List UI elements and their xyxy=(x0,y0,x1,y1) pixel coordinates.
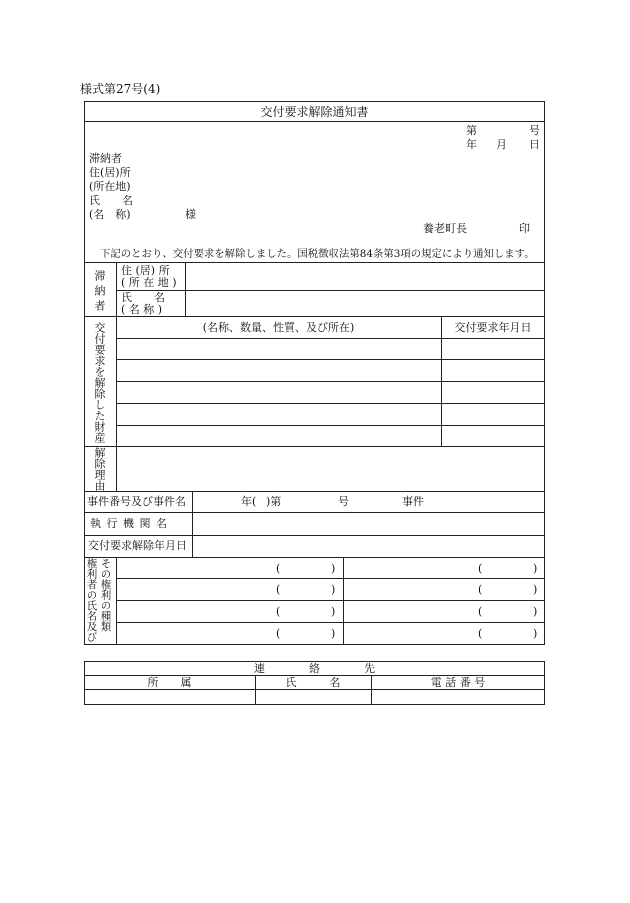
delinquent-mid xyxy=(116,290,545,291)
body-text: 下記のとおり、交付要求を解除しました。国税徴収法第84条第3項の規定により通知します。 xyxy=(100,248,535,260)
main-form xyxy=(84,101,545,645)
contact-dept: 所 属 xyxy=(147,676,192,689)
rights-paren-close: ) xyxy=(533,627,538,640)
left-label-col xyxy=(116,262,117,491)
rights-paren-open: ( xyxy=(478,627,483,640)
delinquent-label: 滞納者 xyxy=(93,270,106,315)
delinquent-name-label: 氏 名 xyxy=(121,291,165,304)
contact-name: 氏 名 xyxy=(285,676,341,689)
date-hi: 日 xyxy=(529,138,540,151)
rights-paren-open: ( xyxy=(276,605,281,618)
rights-paren-close: ) xyxy=(331,605,336,618)
property-row-line xyxy=(116,359,545,360)
number-go: 号 xyxy=(529,124,540,137)
property-col2-header: 交付要求年月日 xyxy=(454,321,532,334)
rights-paren-open: ( xyxy=(276,583,281,596)
case-col-divider xyxy=(192,491,193,557)
date-nen: 年 xyxy=(466,138,477,151)
delinquent-address-label: 住 (居) 所 xyxy=(121,264,170,277)
contact-phone: 電 話 番 号 xyxy=(430,676,486,689)
reason-label: 解除理由 xyxy=(93,447,106,491)
addressee-taino: 滞納者 xyxy=(89,152,122,165)
title-divider xyxy=(84,121,545,122)
property-label: 交付要求を解除した財産 xyxy=(93,322,106,443)
property-row-line xyxy=(116,425,545,426)
date-tsuki: 月 xyxy=(496,138,507,151)
rights-paren-close: ) xyxy=(331,562,336,575)
addressee-honorific: 様 xyxy=(185,208,196,221)
rights-paren-close: ) xyxy=(533,605,538,618)
property-bottom xyxy=(84,446,545,447)
rights-paren-close: ) xyxy=(331,627,336,640)
rights-row-line xyxy=(116,578,545,579)
form-title: 交付要求解除通知書 xyxy=(260,105,369,119)
delinquent-bottom xyxy=(84,316,545,317)
rights-label-divider xyxy=(116,557,117,645)
addressee-title: (名 称) xyxy=(89,208,131,221)
reason-bottom xyxy=(84,491,545,492)
rights-paren-open: ( xyxy=(276,562,281,575)
case-year: 年( xyxy=(241,495,257,508)
case-dai: )第 xyxy=(266,495,282,508)
addressee-address: 住(居)所 xyxy=(89,166,131,179)
rights-row-line xyxy=(116,600,545,601)
form-number: 様式第27号(4) xyxy=(80,82,161,96)
issuer-name: 養老町長 xyxy=(423,222,467,235)
rights-paren-open: ( xyxy=(276,627,281,640)
delinquent-top xyxy=(84,262,545,263)
number-dai: 第 xyxy=(466,124,477,137)
addressee-location: (所在地) xyxy=(89,180,131,193)
contact-title: 連 絡 先 xyxy=(254,662,375,675)
contact-subheader-line xyxy=(84,689,545,690)
agency-bottom xyxy=(84,535,545,536)
property-col1-header: (名称、数量、性質、及び所在) xyxy=(202,321,355,334)
addressee-name: 氏 名 xyxy=(89,194,133,207)
case-jiken: 事件 xyxy=(402,495,424,508)
release-bottom xyxy=(84,557,545,558)
delinquent-name-sub: ( 名 称 ) xyxy=(121,303,163,316)
case-bottom xyxy=(84,512,545,513)
rights-paren-open: ( xyxy=(478,562,483,575)
rights-paren-open: ( xyxy=(478,605,483,618)
rights-paren-close: ) xyxy=(331,583,336,596)
case-go: 号 xyxy=(338,495,349,508)
property-row-line xyxy=(116,338,545,339)
agency-label: 執 行 機 関 名 xyxy=(90,517,168,530)
rights-mid-divider xyxy=(343,557,344,645)
property-row-line xyxy=(116,403,545,404)
rights-paren-close: ) xyxy=(533,562,538,575)
delinquent-label-col xyxy=(185,262,186,316)
rights-row-line xyxy=(116,622,545,623)
release-date-label: 交付要求解除年月日 xyxy=(88,539,187,552)
rights-label-col2: その権利の種類 xyxy=(99,558,112,632)
case-label: 事件番号及び事件名 xyxy=(87,495,186,508)
delinquent-address-sub: ( 所 在 地 ) xyxy=(121,276,177,289)
property-row-line xyxy=(116,381,545,382)
rights-paren-open: ( xyxy=(478,583,483,596)
rights-label-col1: 権利者の氏名及び xyxy=(85,558,98,642)
rights-paren-close: ) xyxy=(533,583,538,596)
issuer-seal: 印 xyxy=(519,222,530,235)
